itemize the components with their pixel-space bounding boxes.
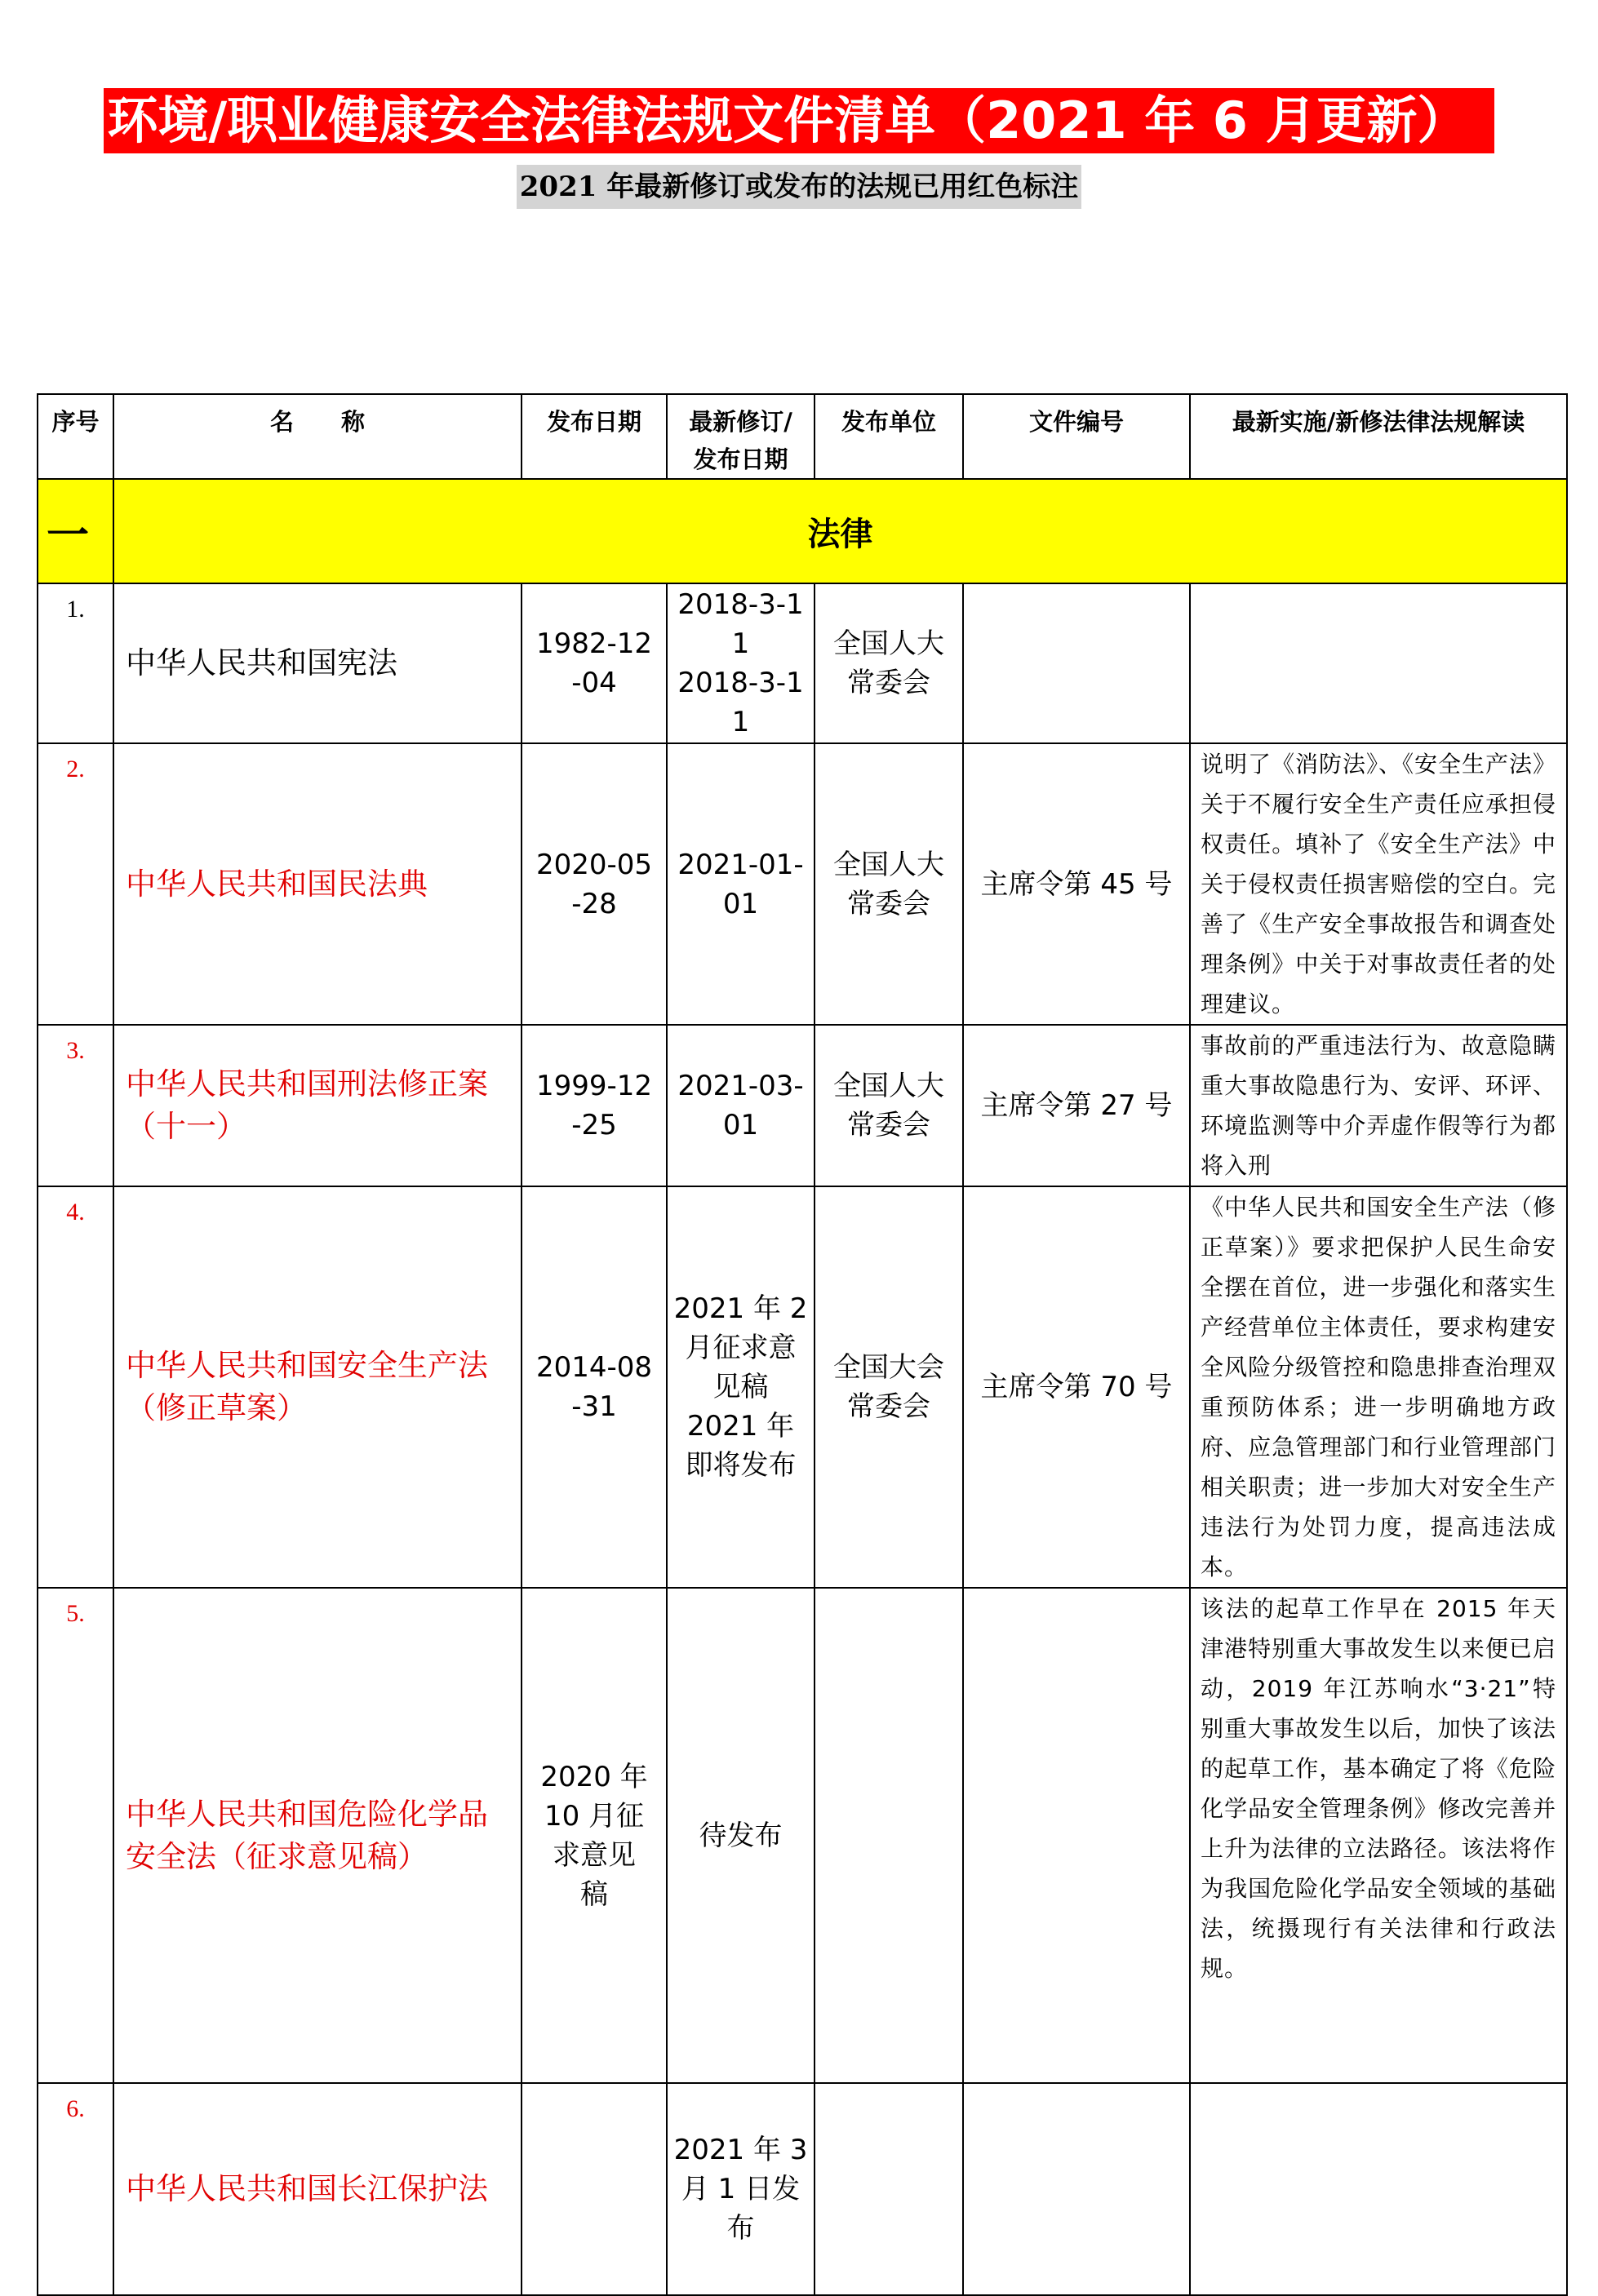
row-publish-date: 1999-12 -25 <box>522 1025 667 1186</box>
header-row <box>38 394 1567 479</box>
table-row <box>38 583 1567 743</box>
row-revision-date: 2021 年 3 月 1 日发 布 <box>667 2083 815 2295</box>
table-row <box>38 743 1567 1025</box>
row-name: 中华人民共和国宪法 <box>113 583 522 743</box>
section-number: 一 <box>38 479 113 583</box>
row-seq: 4. <box>38 1186 113 1588</box>
row-interpretation: 说明了《消防法》、《安全生产法》关于不履行安全生产责任应承担侵权责任。填补了《安全生产法》中关于侵权责任损害赔偿的空白。完善了《生产安全事故报告和调查处理条例》中关于对事故责任者的处理建议。 <box>1190 743 1567 1025</box>
row-interpretation: 事故前的严重违法行为、故意隐瞒重大事故隐患行为、安评、环评、环境监测等中介弄虚作假等行为都将入刑 <box>1190 1025 1567 1186</box>
row-issuer <box>815 1588 963 2083</box>
subtitle-wrap <box>0 165 1598 209</box>
row-seq: 5. <box>38 1588 113 2083</box>
row-doc-no <box>963 583 1190 743</box>
row-interpretation: 该法的起草工作早在 2015 年天津港特别重大事故发生以来便已启动，2019 年江苏响水“3·21”特别重大事故发生以后，加快了该法的起草工作，基本确定了将《危险化学品安全管理条例》修改完善并上升为法律的立法路径。该法将作为我国危险化学品安全领域的基础法，统摄现行有关法律和行政法规。 <box>1190 1588 1567 2083</box>
row-publish-date: 2020-05 -28 <box>522 743 667 1025</box>
row-doc-no: 主席令第 45 号 <box>963 743 1190 1025</box>
row-publish-date: 2014-08 -31 <box>522 1186 667 1588</box>
row-seq: 3. <box>38 1025 113 1186</box>
section-title: 法律 <box>113 479 1567 583</box>
header-revision-date: 最新修订/ 发布日期 <box>667 394 815 479</box>
regulation-table <box>37 393 1568 2296</box>
header-doc-no: 文件编号 <box>963 394 1190 479</box>
row-publish-date: 2020 年 10 月征 求意见 稿 <box>522 1588 667 2083</box>
row-revision-date: 2021 年 2 月征求意 见稿 2021 年 即将发布 <box>667 1186 815 1588</box>
row-seq: 6. <box>38 2083 113 2295</box>
row-doc-no <box>963 2083 1190 2295</box>
row-issuer <box>815 2083 963 2295</box>
header-seq: 序号 <box>38 394 113 479</box>
row-publish-date: 1982-12 -04 <box>522 583 667 743</box>
row-revision-date: 待发布 <box>667 1588 815 2083</box>
row-revision-date: 2021-01- 01 <box>667 743 815 1025</box>
header-interpretation: 最新实施/新修法律法规解读 <box>1190 394 1567 479</box>
row-interpretation <box>1190 583 1567 743</box>
table-row <box>38 1025 1567 1186</box>
row-name: 中华人民共和国安全生产法 （修正草案） <box>113 1186 522 1588</box>
row-issuer: 全国人大 常委会 <box>815 743 963 1025</box>
row-revision-date: 2021-03- 01 <box>667 1025 815 1186</box>
header-issuer: 发布单位 <box>815 394 963 479</box>
row-issuer: 全国人大 常委会 <box>815 583 963 743</box>
row-publish-date <box>522 2083 667 2295</box>
row-name: 中华人民共和国长江保护法 <box>113 2083 522 2295</box>
table-row <box>38 1588 1567 2083</box>
header-name: 名 称 <box>113 394 522 479</box>
row-doc-no <box>963 1588 1190 2083</box>
section-row <box>38 479 1567 583</box>
row-seq: 1. <box>38 583 113 743</box>
row-doc-no: 主席令第 70 号 <box>963 1186 1190 1588</box>
row-interpretation: 《中华人民共和国安全生产法（修正草案）》要求把保护人民生命安全摆在首位，进一步强化和落实生产经营单位主体责任，要求构建安全风险分级管控和隐患排查治理双重预防体系；进一步明确地方政府、应急管理部门和行业管理部门相关职责；进一步加大对安全生产违法行为处罚力度，提高违法成本。 <box>1190 1186 1567 1588</box>
row-doc-no: 主席令第 27 号 <box>963 1025 1190 1186</box>
row-issuer: 全国人大 常委会 <box>815 1025 963 1186</box>
header-publish-date: 发布日期 <box>522 394 667 479</box>
table-row <box>38 2083 1567 2295</box>
document-title: 环境/职业健康安全法律法规文件清单（2021 年 6 月更新） <box>104 88 1494 153</box>
row-revision-date: 2018-3-1 1 2018-3-1 1 <box>667 583 815 743</box>
title-wrap <box>0 88 1598 153</box>
row-name: 中华人民共和国民法典 <box>113 743 522 1025</box>
row-name: 中华人民共和国刑法修正案 （十一） <box>113 1025 522 1186</box>
row-issuer: 全国大会 常委会 <box>815 1186 963 1588</box>
table-row <box>38 1186 1567 1588</box>
row-interpretation <box>1190 2083 1567 2295</box>
row-seq: 2. <box>38 743 113 1025</box>
document-subtitle: 2021 年最新修订或发布的法规已用红色标注 <box>517 165 1081 209</box>
row-name: 中华人民共和国危险化学品 安全法（征求意见稿） <box>113 1588 522 2083</box>
